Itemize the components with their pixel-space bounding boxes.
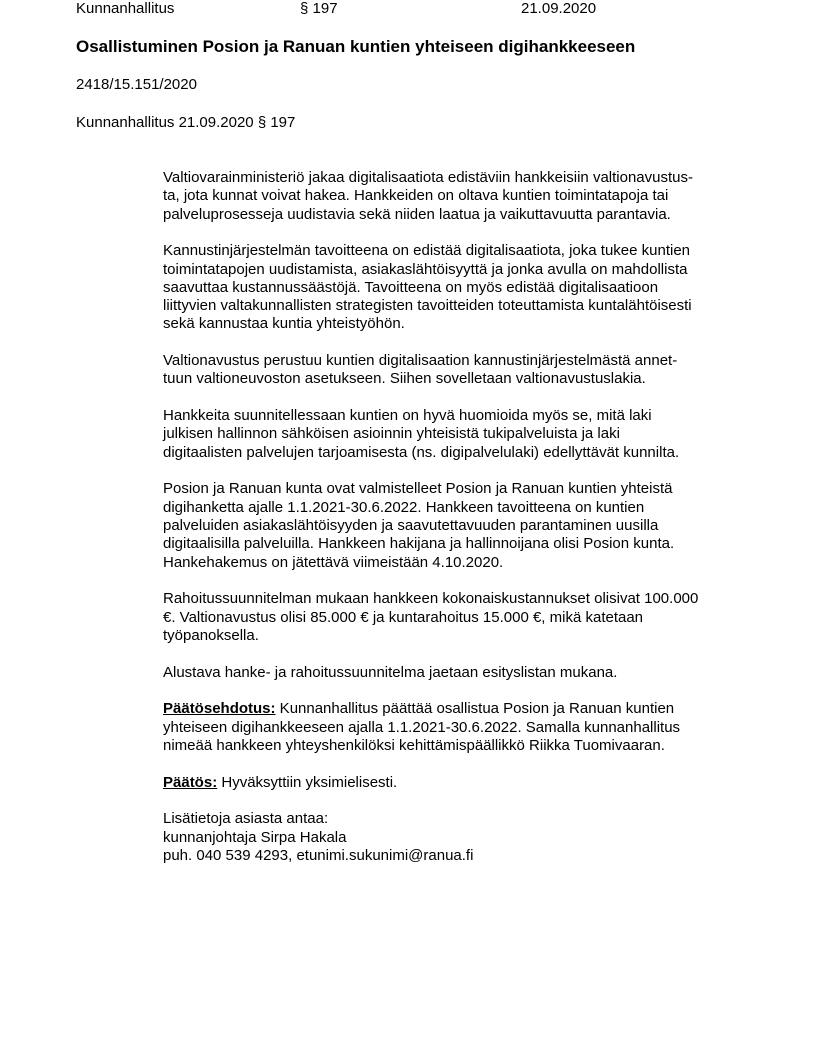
paragraph-planning-notes [163, 407, 743, 462]
text-line: palveluiden asiakaslähtöisyyden ja saavutettavuuden parantaminen uusilla [163, 517, 659, 535]
text-line: toimintatapojen uudistamista, asiakaslähtöisyyttä ja jonka avulla on mahdollista [163, 260, 688, 278]
session-reference: Kunnanhallitus 21.09.2020 § 197 [76, 114, 296, 131]
paragraph-attachment-note [163, 664, 743, 682]
contact-intro: Lisätietoja asiasta antaa: [163, 810, 329, 828]
text-line [163, 774, 743, 792]
text-line: Kannustinjärjestelmän tavoitteena on edistää digitalisaatiota, joka tukee kuntien [163, 242, 691, 260]
text-line: €. Valtionavustus olisi 85.000 € ja kuntarahoitus 15.000 €, mikä katetaan [163, 608, 644, 626]
paragraph-financing [163, 590, 743, 645]
paragraph-project-description [163, 480, 743, 571]
decision-label: Päätös: [163, 773, 218, 791]
paragraph-incentive-system [163, 242, 743, 333]
text-line: Rahoitussuunnitelman mukaan hankkeen kokonaiskustannukset olisivat 100.000 [163, 590, 699, 608]
decision-text: Hyväksyttiin yksimielisesti. [217, 773, 398, 791]
text-line: ta, jota kunnat voivat hakea. Hankkeiden on oltava kuntien toimintatapoja tai [163, 187, 669, 205]
text-line [163, 700, 743, 718]
text-line: sekä kannustaa kuntia yhteistyöhön. [163, 315, 405, 333]
text-line: digitaalisilla palveluilla. Hankkeen hakijana ja hallinnoijana olisi Posion kunta. [163, 535, 675, 553]
text-line: palveluprosesseja uudistavia sekä niiden laatua ja vaikuttavuutta parantavia. [163, 205, 671, 223]
text-line: digitaalisten palvelujen tarjoamisesta (ns. digipalvelulaki) edellyttävät kunnilta. [163, 443, 680, 461]
document-title: Osallistuminen Posion ja Ranuan kuntien yhteiseen digihankkeeseen [76, 37, 636, 56]
decision [163, 774, 743, 792]
text-line: Posion ja Ranuan kunta ovat valmistelleet Posion ja Ranuan kuntien yhteistä [163, 480, 673, 498]
header-section: § 197 [300, 0, 338, 17]
header-date: 21.09.2020 [521, 0, 597, 17]
text-line: saavuttaa kustannussäästöjä. Tavoitteena on myös edistää digitalisaatioon [163, 278, 659, 296]
contact-phone-email: puh. 040 539 4293, etunimi.sukunimi@ranua.fi [163, 846, 474, 864]
text-line: Valtionavustus perustuu kuntien digitalisaation kannustinjärjestelmästä annet- [163, 352, 678, 370]
text-line: yhteiseen digihankkeeseen ajalla 1.1.2021-30.6.2022. Samalla kunnanhallitus [163, 718, 681, 736]
text-line: nimeää hankkeen yhteyshenkilöksi kehittämispäällikkö Riikka Tuomivaaran. [163, 736, 665, 754]
text-line: Valtiovarainministeriö jakaa digitalisaatiota edistäviin hankkeisiin valtionavustus- [163, 169, 693, 186]
text-line: julkisen hallinnon sähköisen asioinnin yhteisistä tukipalveluista ja laki [163, 425, 620, 443]
contact-info [163, 810, 743, 865]
proposal-text: Kunnanhallitus päättää osallistua Posion ja Ranuan kuntien [275, 700, 675, 718]
header-organ: Kunnanhallitus [76, 0, 175, 17]
text-line: liittyvien valtakunnallisten strategisten tavoitteiden toteuttamista kuntalähtöisesti [163, 297, 692, 315]
proposal-label: Päätösehdotus: [163, 700, 276, 718]
text-line: Hankkeita suunnitellessaan kuntien on hyvä huomioida myös se, mitä laki [163, 407, 652, 425]
text-line: Alustava hanke- ja rahoitussuunnitelma jaetaan esityslistan mukana. [163, 663, 618, 681]
diary-number: 2418/15.151/2020 [76, 76, 197, 93]
paragraph-subsidy [163, 169, 743, 224]
text-line: työpanoksella. [163, 626, 259, 644]
text-line: digihanketta ajalle 1.1.2021-30.6.2022. Hankkeen tavoitteena on kuntien [163, 498, 645, 516]
contact-person: kunnanjohtaja Sirpa Hakala [163, 828, 347, 846]
decision-proposal [163, 700, 743, 755]
text-line: tuun valtioneuvoston asetukseen. Siihen sovelletaan valtionavustuslakia. [163, 370, 646, 388]
paragraph-legal-basis [163, 352, 743, 389]
text-line: Hankehakemus on jätettävä viimeistään 4.10.2020. [163, 553, 504, 571]
document-body [163, 169, 743, 884]
